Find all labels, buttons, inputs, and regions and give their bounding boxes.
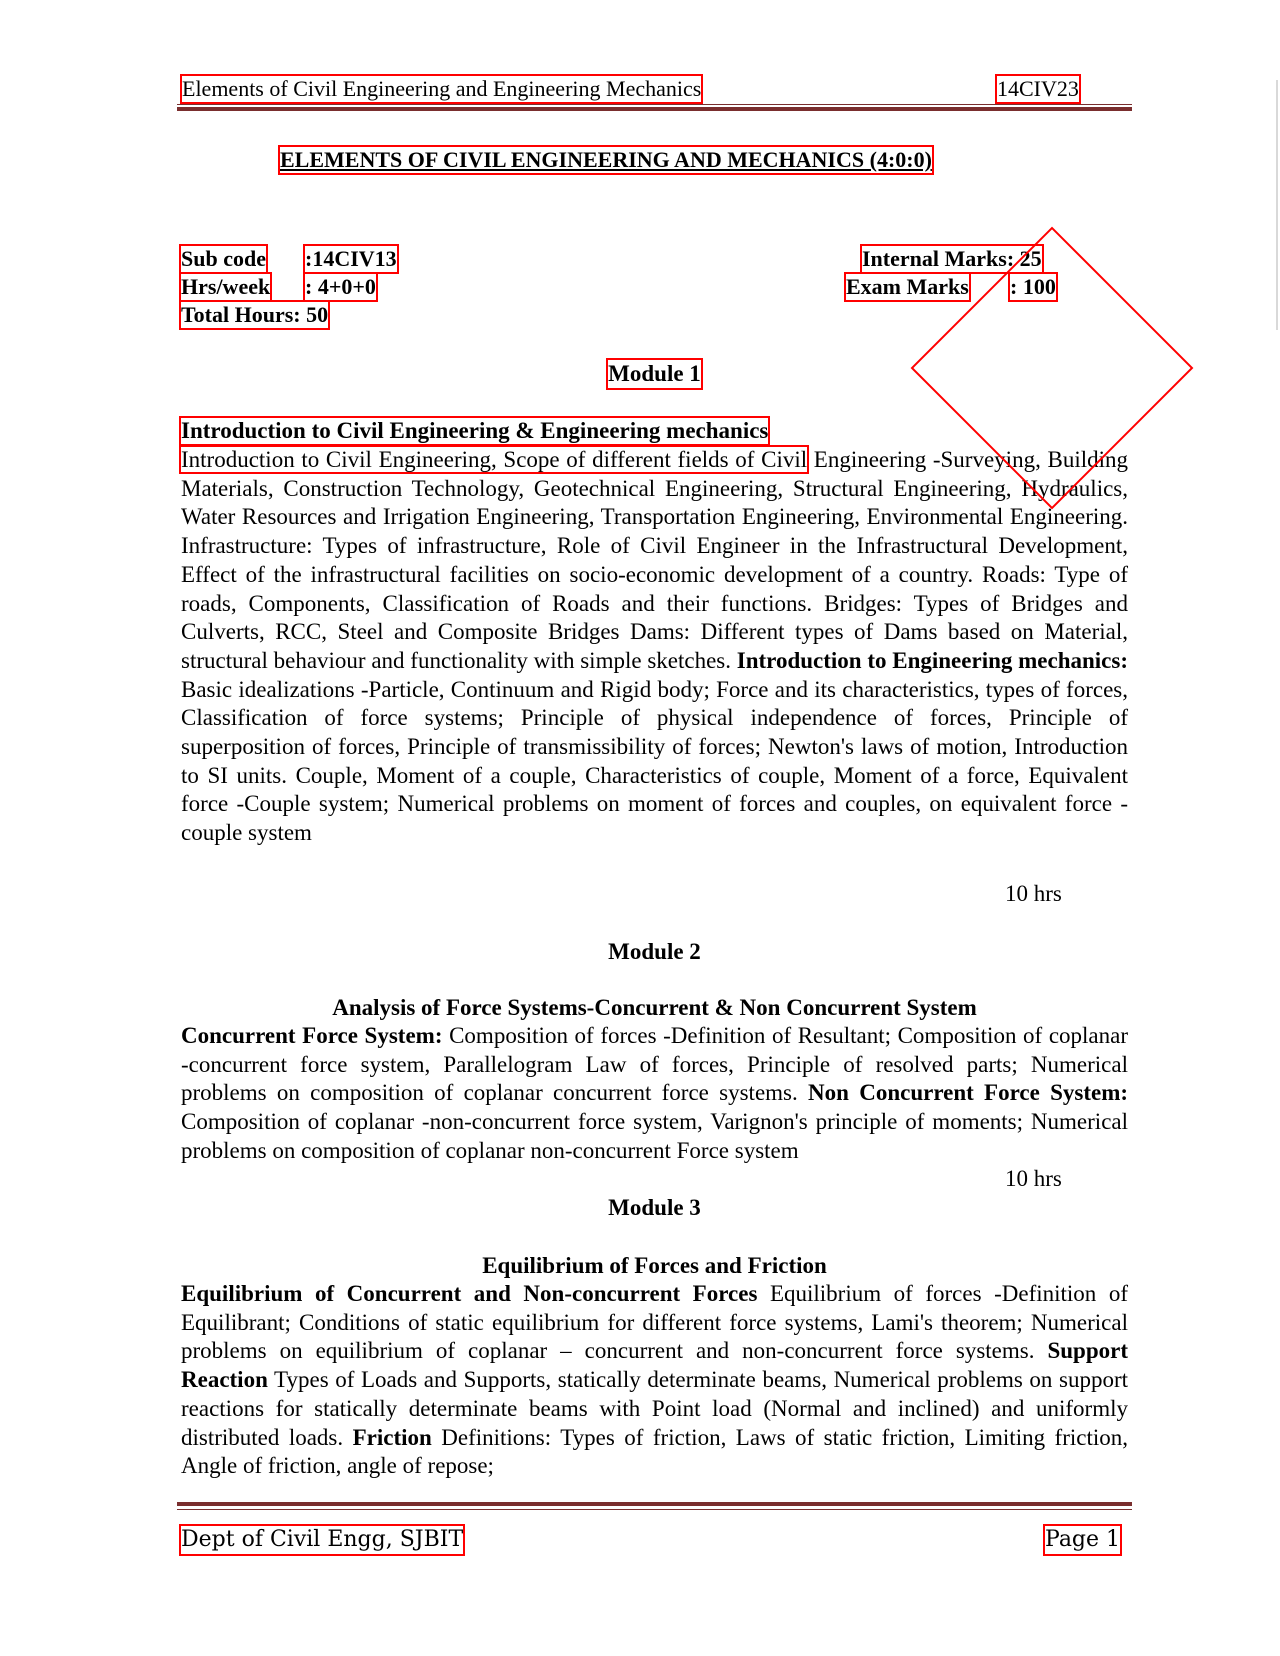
module-1-heading: Module 1 <box>608 361 701 386</box>
document-title: ELEMENTS OF CIVIL ENGINEERING AND MECHANICS (4:0:0) <box>280 147 932 172</box>
module-3-paragraph: Equilibrium of Concurrent and Non-concurrent Forces Equilibrium of forces -Definition of Equilibrant; Conditions of static equilibrium for different force systems, Lami's theorem; Numerical problems on equilibrium of coplanar – concurrent and non-concurrent force systems. Support Reaction Types of Loads and Supports, statically determinate beams, Numerical problems on support reactions for statically determinate beams with Point load (Normal and inclined) and uniformly distributed loads. Friction Definitions: Types of friction, Laws of static friction, Limiting friction, Angle of friction, angle of repose; <box>181 1281 1128 1479</box>
module-1-hours: 10 hrs <box>1005 881 1062 906</box>
module-2-hours: 10 hrs <box>1005 1166 1062 1191</box>
sub-code-value: :14CIV13 <box>305 246 397 271</box>
module-1-paragraph: Introduction to Civil Engineering, Scope of different fields of Civil Engineering -Surveying, Building Materials, Construction Technology, Geotechnical Engineering, Structural Engineering, Hydraulics, Water Resources and Irrigation Engineering, Transportation Engineering, Environmental Engineering. Infrastructure: Types of infrastructure, Role of Civil Engineer in the Infrastructural Development, Effect of the infrastructural facilities on socio-economic development of a country. Roads: Type of roads, Components, Classification of Roads and their functions. Bridges: Types of Bridges and Culverts, RCC, Steel and Composite Bridges Dams: Different types of Dams based on Material, structural behaviour and functionality with simple sketches. Introduction to Engineering mechanics: Basic idealizations -Particle, Continuum and Rigid body; Force and its characteristics, types of forces, Classification of force systems; Principle of physical independence of forces, Principle of superposition of forces, Principle of transmissibility of forces; Newton's laws of motion, Introduction to SI units. Couple, Moment of a couple, Characteristics of couple, Moment of a force, Equivalent force -Couple system; Numerical problems on moment of forces and couples, on equivalent force -couple system <box>181 447 1128 846</box>
footer-rule-thick <box>177 1502 1132 1506</box>
module-1-subtitle: Introduction to Civil Engineering & Engineering mechanics <box>181 418 769 443</box>
header-rule-thin <box>177 104 1132 105</box>
sub-code-label: Sub code <box>181 246 266 271</box>
module-3-heading: Module 3 <box>608 1195 701 1220</box>
module-2-subtitle: Analysis of Force Systems-Concurrent & Non Concurrent System <box>332 995 977 1020</box>
module-1-first-line: Introduction to Civil Engineering, Scope of different fields of Civil <box>181 447 808 472</box>
total-hours: Total Hours: 50 <box>181 302 329 327</box>
running-header-title: Elements of Civil Engineering and Engineering Mechanics <box>182 76 702 101</box>
page-edge-line <box>1276 80 1278 330</box>
module-2-paragraph: Concurrent Force System: Composition of forces -Definition of Resultant; Composition of coplanar -concurrent force system, Parallelogram Law of forces, Principle of resolved parts; Numerical problems on composition of coplanar concurrent force systems. Non Concurrent Force System: Composition of coplanar -non-concurrent force system, Varignon's principle of moments; Numerical problems on composition of coplanar non-concurrent Force system <box>181 1023 1129 1163</box>
module-2-heading: Module 2 <box>608 939 701 964</box>
module-3-subtitle: Equilibrium of Forces and Friction <box>482 1253 827 1278</box>
footer-rule-thin <box>177 1509 1132 1510</box>
hrs-week-label: Hrs/week <box>181 274 271 299</box>
hrs-week-value: : 4+0+0 <box>305 274 376 299</box>
running-header-code: 14CIV23 <box>997 76 1079 101</box>
exam-marks-label: Exam Marks <box>846 274 969 299</box>
internal-marks: Internal Marks: 25 <box>862 246 1042 271</box>
exam-marks-value: : 100 <box>1010 274 1056 299</box>
footer-page-number: Page 1 <box>1045 1527 1121 1552</box>
header-rule-thick <box>177 107 1132 111</box>
footer-department: Dept of Civil Engg, SJBIT <box>181 1527 464 1552</box>
